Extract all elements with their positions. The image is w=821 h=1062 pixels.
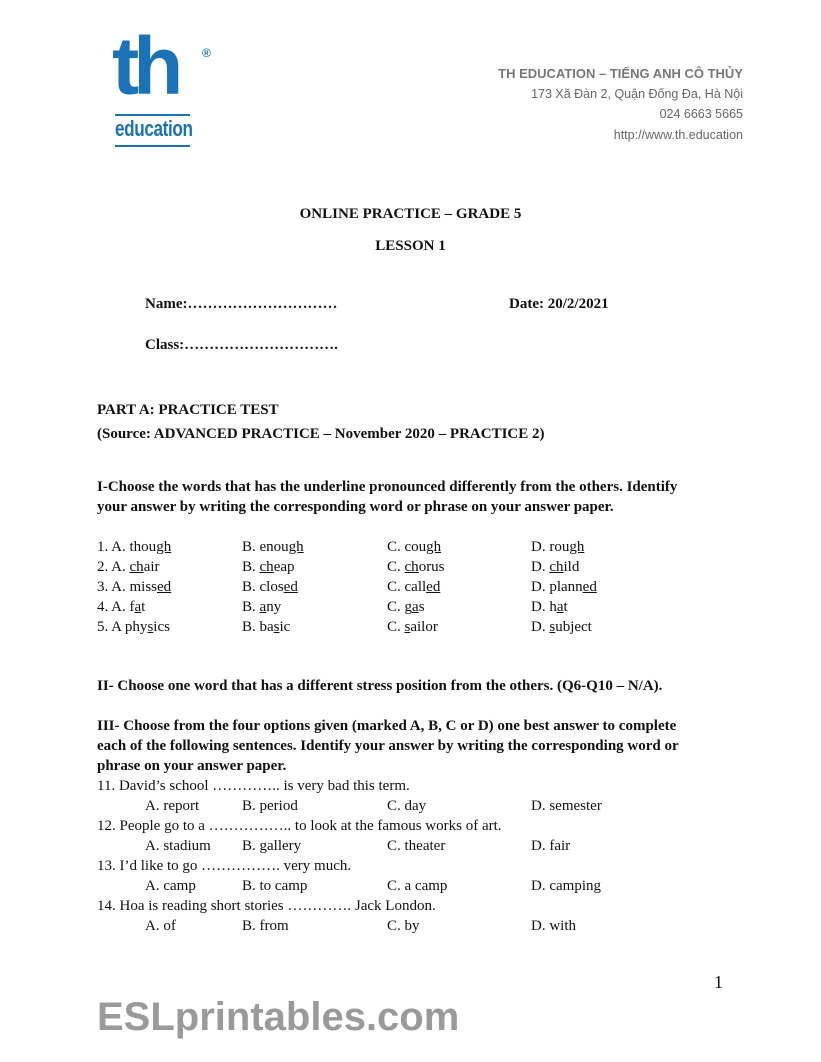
option-text: ny (266, 599, 282, 615)
option-text: D. h (531, 599, 557, 615)
underlined-part: ch (129, 559, 144, 575)
option-text: C. (387, 559, 405, 575)
option-text: 1. A. thou (97, 539, 157, 555)
option-text: C. g (387, 599, 413, 615)
th-education-logo (112, 21, 212, 152)
underlined-part: ed (426, 579, 441, 595)
option-text: D. (531, 619, 550, 635)
answer-option: D. with (531, 918, 576, 934)
answer-option: B. period (242, 798, 298, 814)
option-text: 3. A. miss (97, 579, 158, 595)
option-text: ics (153, 619, 170, 635)
option-text: ic (279, 619, 291, 635)
underlined-part: gh (426, 539, 442, 555)
logo-th: th (112, 21, 178, 112)
pronunciation-option (97, 559, 160, 576)
watermark: ESLprintables.com (97, 995, 460, 1039)
option-text: t (563, 599, 568, 615)
underlined-part: s (273, 619, 280, 635)
option-text: 4. A. f (97, 599, 135, 615)
answer-option: A. stadium (145, 838, 211, 854)
pronunciation-option (387, 619, 438, 636)
option-text: orus (418, 559, 445, 575)
pronunciation-option (531, 559, 579, 576)
org-address: 173 Xã Đàn 2, Quận Đống Đa, Hà Nội (531, 87, 743, 101)
option-text: D. rou (531, 539, 570, 555)
name-field: Name:………………………… (145, 296, 338, 312)
pronunciation-option (531, 619, 592, 636)
page-title: ONLINE PRACTICE – GRADE 5 (299, 206, 522, 222)
underlined-part: gh (156, 539, 172, 555)
option-text: t (141, 599, 146, 615)
pronunciation-option (531, 599, 568, 616)
option-text: C. (387, 619, 405, 635)
underlined-part: ed (283, 579, 298, 595)
option-text: 5. A phy (97, 619, 148, 635)
question-text: 12. People go to a …………….. to look at the famous works of art. (97, 818, 502, 834)
section3-instruction: phrase on your answer paper. (97, 758, 287, 774)
option-text: ild (563, 559, 580, 575)
answer-option: C. a camp (387, 878, 448, 894)
option-text: D. (531, 559, 550, 575)
logo-line (115, 145, 190, 147)
underlined-part: ed (582, 579, 597, 595)
option-text: B. enou (242, 539, 289, 555)
org-website[interactable]: http://www.th.education (613, 128, 743, 142)
underlined-part: s (404, 619, 411, 635)
answer-option: B. gallery (242, 838, 302, 854)
answer-option: C. by (387, 918, 420, 934)
lesson-title: LESSON 1 (375, 238, 446, 254)
option-text: D. plann (531, 579, 583, 595)
pronunciation-option (97, 619, 170, 636)
underlined-part: gh (569, 539, 585, 555)
question-text: 14. Hoa is reading short stories …………. Jack London. (97, 898, 436, 914)
answer-option: B. to camp (242, 878, 308, 894)
section1-instruction: I-Choose the words that has the underline pronounced differently from the others. Identify (97, 479, 678, 495)
answer-option: D. semester (531, 798, 602, 814)
option-text: B. ba (242, 619, 274, 635)
pronunciation-option (242, 539, 304, 556)
class-field: Class:…………………………. (145, 337, 338, 353)
pronunciation-option (387, 579, 440, 596)
section3-instruction: III- Choose from the four options given (marked A, B, C or D) one best answer to complete (97, 718, 677, 734)
option-text: eap (273, 559, 295, 575)
answer-option: A. of (145, 918, 176, 934)
answer-option: C. theater (387, 838, 446, 854)
answer-option: A. report (145, 798, 200, 814)
underlined-part: ch (549, 559, 564, 575)
option-text: ubject (555, 619, 592, 635)
underlined-part: a (412, 599, 419, 615)
pronunciation-option (97, 539, 171, 556)
question-text: 13. I’d like to go ……………. very much. (97, 858, 352, 874)
answer-option: D. camping (531, 878, 601, 894)
pronunciation-option (242, 559, 295, 576)
answer-option: D. fair (531, 838, 571, 854)
underlined-part: ch (404, 559, 419, 575)
section3-instruction: each of the following sentences. Identify your answer by writing the corresponding word or (97, 738, 679, 754)
page-number: 1 (714, 972, 723, 992)
underlined-part: s (549, 619, 556, 635)
org-phone: 024 6663 5665 (659, 107, 743, 121)
option-text: 2. A. (97, 559, 130, 575)
pronunciation-option (242, 599, 281, 616)
underlined-part: a (556, 599, 564, 615)
pronunciation-option (387, 559, 445, 576)
answer-option: C. day (387, 798, 427, 814)
part-a-heading: PART A: PRACTICE TEST (97, 402, 279, 418)
section2-instruction: II- Choose one word that has a different stress position from the others. (Q6-Q10 – N/A). (97, 678, 663, 694)
option-text: s (418, 599, 425, 615)
answer-option: B. from (242, 918, 289, 934)
pronunciation-option (531, 579, 597, 596)
underlined-part: ch (259, 559, 274, 575)
pronunciation-option (531, 539, 584, 556)
org-name: TH EDUCATION – TIẾNG ANH CÔ THỦY (498, 66, 743, 81)
underlined-part: gh (288, 539, 304, 555)
pronunciation-option (387, 599, 425, 616)
registered-mark: ® (202, 46, 211, 60)
answer-option: A. camp (145, 878, 196, 894)
option-text: ailor (410, 619, 438, 635)
pronunciation-option (242, 579, 298, 596)
pronunciation-option (387, 539, 441, 556)
underlined-part: ed (157, 579, 172, 595)
underlined-part: a (259, 599, 267, 615)
date-label: Date: 20/2/2021 (509, 296, 609, 312)
pronunciation-option (97, 579, 171, 596)
option-text: C. call (387, 579, 427, 595)
option-text: B. clos (242, 579, 284, 595)
pronunciation-option (242, 619, 290, 636)
option-text: air (143, 559, 160, 575)
logo-education: education (115, 116, 193, 141)
pronunciation-option (97, 599, 145, 616)
question-text: 11. David’s school ………….. is very bad this term. (97, 778, 410, 794)
option-text: B. (242, 599, 260, 615)
source-note: (Source: ADVANCED PRACTICE – November 2020 – PRACTICE 2) (97, 426, 545, 442)
section1-instruction: your answer by writing the corresponding word or phrase on your answer paper. (97, 499, 614, 515)
underlined-part: a (134, 599, 142, 615)
underlined-part: s (147, 619, 154, 635)
option-text: C. cou (387, 539, 427, 555)
option-text: B. (242, 559, 260, 575)
